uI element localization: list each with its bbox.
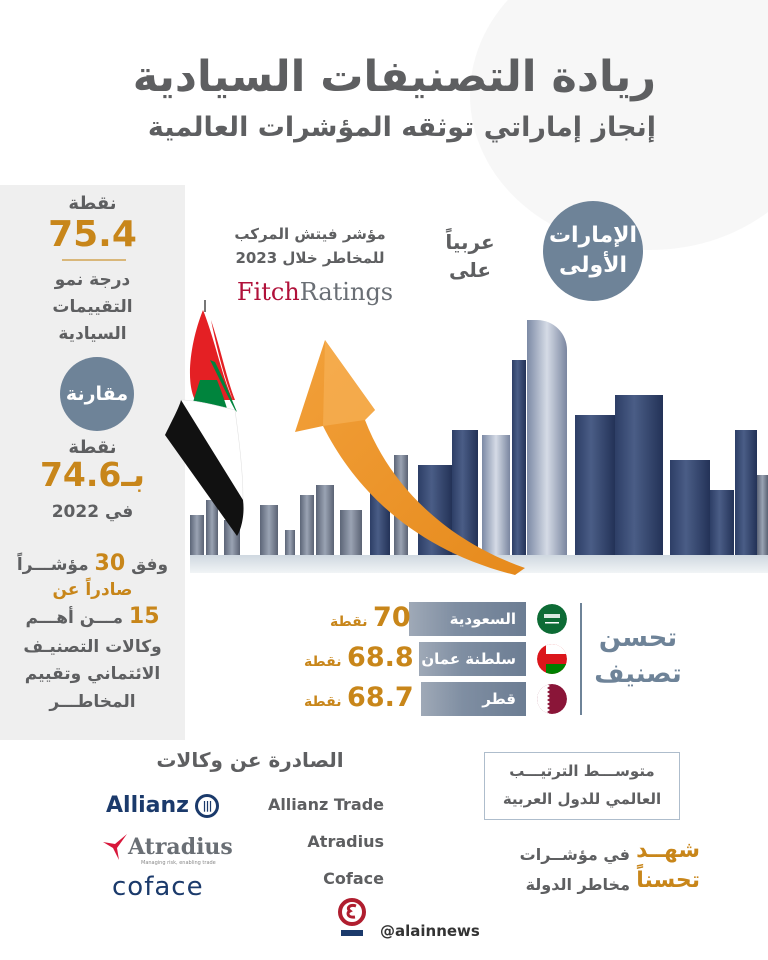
- agency-name-allianz-trade: Allianz Trade: [267, 795, 384, 814]
- score-2023: 75.4: [48, 214, 137, 255]
- atradius-emblem-icon: [103, 834, 129, 860]
- country-bar-oman: سلطنة عمان: [419, 642, 526, 676]
- coface-logo: coface: [112, 872, 204, 902]
- agencies-heading: الصادرة عن وكالات: [156, 748, 344, 772]
- page-title: ريادة التصنيفات السيادية: [132, 52, 656, 102]
- oman-flag-icon: [537, 644, 567, 674]
- compare-badge: مقارنة: [60, 357, 134, 431]
- country-bar-saudi: السعودية: [409, 602, 526, 636]
- uae-first-badge: الإمارات الأولى: [543, 201, 643, 301]
- page-subtitle: إنجاز إماراتي توثقه المؤشرات العالمية: [147, 112, 656, 143]
- fitch-index-text: مؤشر فيتش المركب للمخاطر خلال 2023: [234, 225, 386, 267]
- saudi-score: 70 نقطة: [330, 602, 411, 633]
- country-bar-qatar: قطر: [421, 682, 526, 716]
- allianz-emblem-icon: |||: [195, 794, 219, 818]
- points-label: نقطة: [68, 193, 117, 214]
- divider: [62, 259, 126, 261]
- arab-average-ranking-box: متوســـط الترتيـــب العالمي للدول العربية: [484, 752, 680, 820]
- allianz-logo: Allianz |||: [106, 793, 219, 818]
- rating-improvement-heading: تحسن تصنيف: [594, 623, 682, 689]
- year-2022: في 2022: [51, 502, 134, 522]
- country-risk-indicators-text: في مؤشــرات مخاطر الدولة: [519, 845, 630, 894]
- agencies-count-line: 15 مـــن أهـــم: [25, 604, 160, 629]
- alain-news-logo-icon: [336, 898, 368, 940]
- risks-line: المخاطـــر: [49, 692, 136, 712]
- social-handle: @alainnews: [380, 922, 480, 940]
- issued-from: صادراً عن: [52, 580, 133, 600]
- agency-name-coface: Coface: [323, 869, 384, 888]
- orange-growth-arrow-icon: [295, 340, 525, 580]
- credit-line: الائتماني وتقييم: [24, 664, 161, 684]
- points-label-2022: نقطة: [68, 437, 117, 458]
- arab-ranking-text: عربياً على: [445, 230, 495, 282]
- growth-label-line3: السيادية: [58, 324, 127, 344]
- growth-label-line2: التقييمات: [52, 297, 133, 317]
- growth-label-line1: درجة نمو: [54, 270, 131, 290]
- qatar-score: 68.7 نقطة: [304, 682, 414, 713]
- oman-score: 68.8 نقطة: [304, 642, 414, 673]
- agencies-line: وكالات التصنيـف: [23, 637, 162, 657]
- score-2022: بـ74.6: [39, 455, 146, 494]
- agency-name-atradius: Atradius: [307, 832, 384, 851]
- uae-flag-icon: [155, 300, 265, 540]
- qatar-flag-icon: [537, 684, 567, 714]
- fitch-ratings-logo: FitchRatings: [236, 278, 394, 306]
- rankings-divider: [580, 603, 582, 715]
- indicators-line: وفق 30 مؤشـــراً: [16, 551, 169, 576]
- saudi-flag-icon: [537, 604, 567, 634]
- witnessed-improvement-heading: شهــد تحسناً: [636, 838, 700, 893]
